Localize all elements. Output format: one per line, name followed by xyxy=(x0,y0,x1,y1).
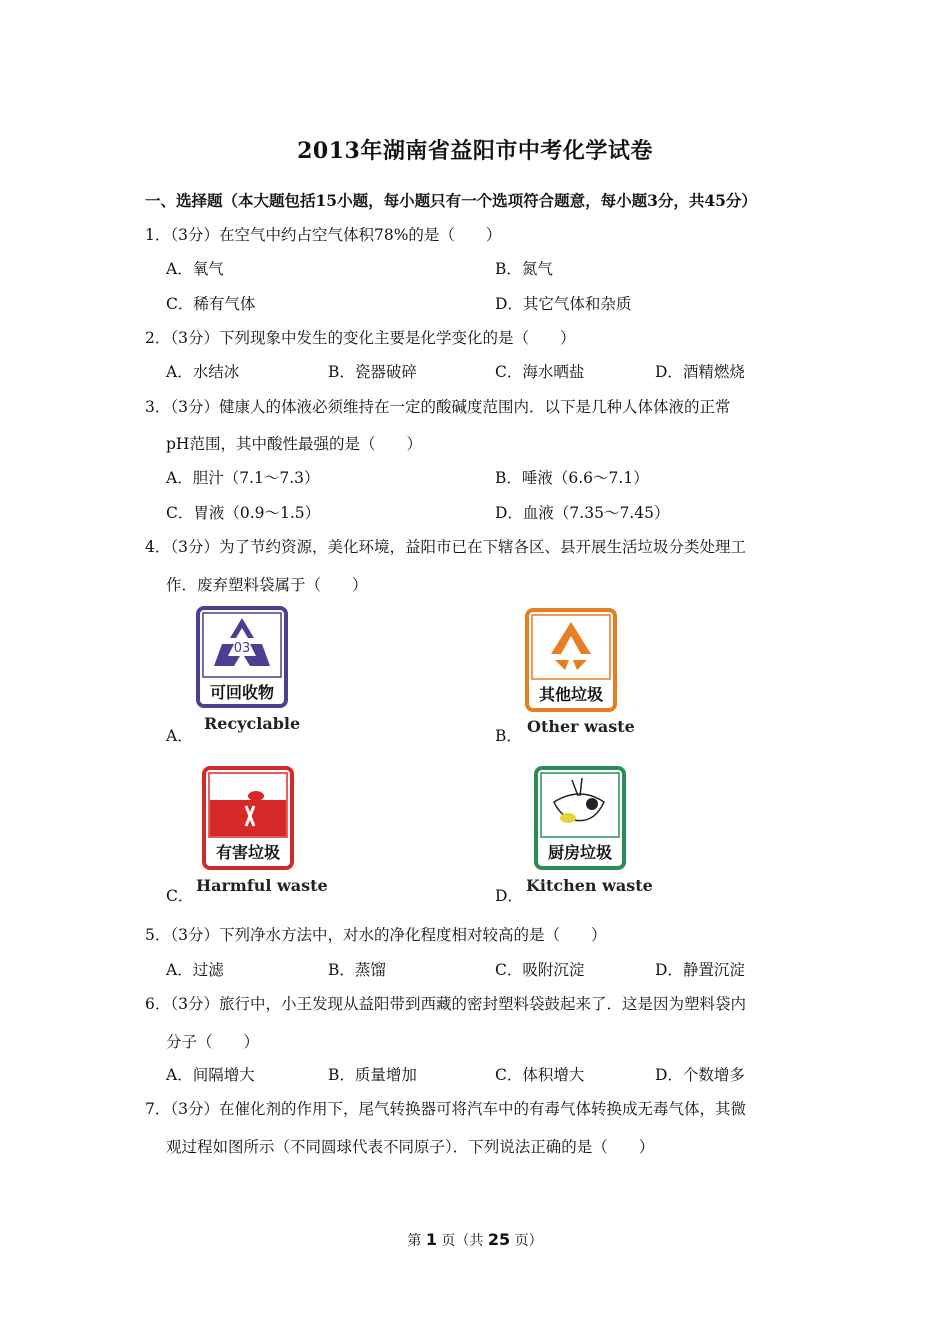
question-4-stem: 4．（3分）为了节约资源，美化环境，益阳市已在下辖各区、县开展生活垃圾分类处理工 xyxy=(145,538,746,556)
svg-text:其他垃圾: 其他垃圾 xyxy=(538,685,604,704)
q1-option-c: C．稀有气体 xyxy=(166,295,256,313)
kitchen-waste-label: Kitchen waste xyxy=(526,876,653,895)
q3-option-d: D．血液（7.35～7.45） xyxy=(495,504,670,522)
q3-option-a: A．胆汁（7.1～7.3） xyxy=(166,469,320,487)
svg-text:有害垃圾: 有害垃圾 xyxy=(215,843,281,862)
total-page-count: 25 xyxy=(487,1230,511,1249)
q5-option-c: C．吸附沉淀 xyxy=(495,961,585,979)
svg-text:03: 03 xyxy=(233,641,251,656)
question-6-stem: 6．（3分）旅行中，小王发现从益阳带到西藏的密封塑料袋鼓起来了．这是因为塑料袋内 xyxy=(145,995,746,1013)
q2-option-a: A．水结冰 xyxy=(166,363,240,381)
q5-option-b: B．蒸馏 xyxy=(328,961,386,979)
question-5-stem: 5．（3分）下列净水方法中，对水的净化程度相对较高的是（ ） xyxy=(145,926,607,944)
question-6-stem-cont: 分子（ ） xyxy=(166,1033,260,1051)
question-2-stem: 2．（3分）下列现象中发生的变化主要是化学变化的是（ ） xyxy=(145,329,576,347)
q4-option-d: D． xyxy=(495,887,523,905)
svg-text:厨房垃圾: 厨房垃圾 xyxy=(547,843,613,862)
q6-option-d: D．个数增多 xyxy=(655,1066,745,1084)
question-4-stem-cont: 作．废弃塑料袋属于（ ） xyxy=(166,576,368,594)
q4-option-a: A． xyxy=(166,727,193,745)
footer-middle: 页（共 xyxy=(436,1233,488,1249)
section-heading: 一、选择题（本大题包括15小题，每小题只有一个选项符合题意，每小题3分，共45分） xyxy=(145,191,757,210)
q2-option-b: B．瓷器破碎 xyxy=(328,363,417,381)
footer-suffix: 页） xyxy=(510,1233,543,1249)
q3-option-c: C．胃液（0.9～1.5） xyxy=(166,504,321,522)
footer-prefix: 第 xyxy=(407,1233,426,1249)
q5-option-d: D．静置沉淀 xyxy=(655,961,745,979)
q4-option-b: B． xyxy=(495,727,522,745)
q6-option-b: B．质量增加 xyxy=(328,1066,417,1084)
current-page-number: 1 xyxy=(425,1230,437,1249)
q5-option-a: A．过滤 xyxy=(166,961,224,979)
q1-option-a: A．氧气 xyxy=(166,260,224,278)
harmful-waste-icon xyxy=(202,766,294,870)
harmful-waste-label: Harmful waste xyxy=(196,876,328,895)
q6-option-c: C．体积增大 xyxy=(495,1066,585,1084)
q2-option-d: D．酒精燃烧 xyxy=(655,363,745,381)
exam-title: 2013年湖南省益阳市中考化学试卷 xyxy=(297,138,653,164)
q1-option-b: B．氮气 xyxy=(495,260,553,278)
kitchen-waste-bin-sign xyxy=(534,766,626,870)
q4-option-c: C． xyxy=(166,887,194,905)
other-waste-bin-sign xyxy=(525,608,617,712)
q1-option-d: D．其它气体和杂质 xyxy=(495,295,632,313)
recycle-icon xyxy=(196,606,288,708)
page-footer xyxy=(0,1230,950,1250)
question-1-stem: 1．（3分）在空气中约占空气体积78%的是（ ） xyxy=(145,226,502,244)
recyclable-bin-sign xyxy=(196,606,288,708)
question-7-stem: 7．（3分）在催化剂的作用下，尾气转换器可将汽车中的有毒气体转换成无毒气体，其微 xyxy=(145,1100,746,1118)
q3-option-b: B．唾液（6.6～7.1） xyxy=(495,469,649,487)
other-waste-icon xyxy=(525,608,617,712)
question-3-stem-cont: pH范围，其中酸性最强的是（ ） xyxy=(166,435,422,453)
question-3-stem: 3．（3分）健康人的体液必须维持在一定的酸碱度范围内．以下是几种人体体液的正常 xyxy=(145,398,731,416)
q6-option-a: A．间隔增大 xyxy=(166,1066,255,1084)
recyclable-label: Recyclable xyxy=(204,714,301,733)
svg-text:可回收物: 可回收物 xyxy=(209,683,275,702)
harmful-waste-bin-sign xyxy=(202,766,294,870)
kitchen-waste-icon xyxy=(534,766,626,870)
other-waste-label: Other waste xyxy=(527,717,635,736)
q2-option-c: C．海水晒盐 xyxy=(495,363,585,381)
question-7-stem-cont: 观过程如图所示（不同圆球代表不同原子）．下列说法正确的是（ ） xyxy=(166,1138,655,1156)
